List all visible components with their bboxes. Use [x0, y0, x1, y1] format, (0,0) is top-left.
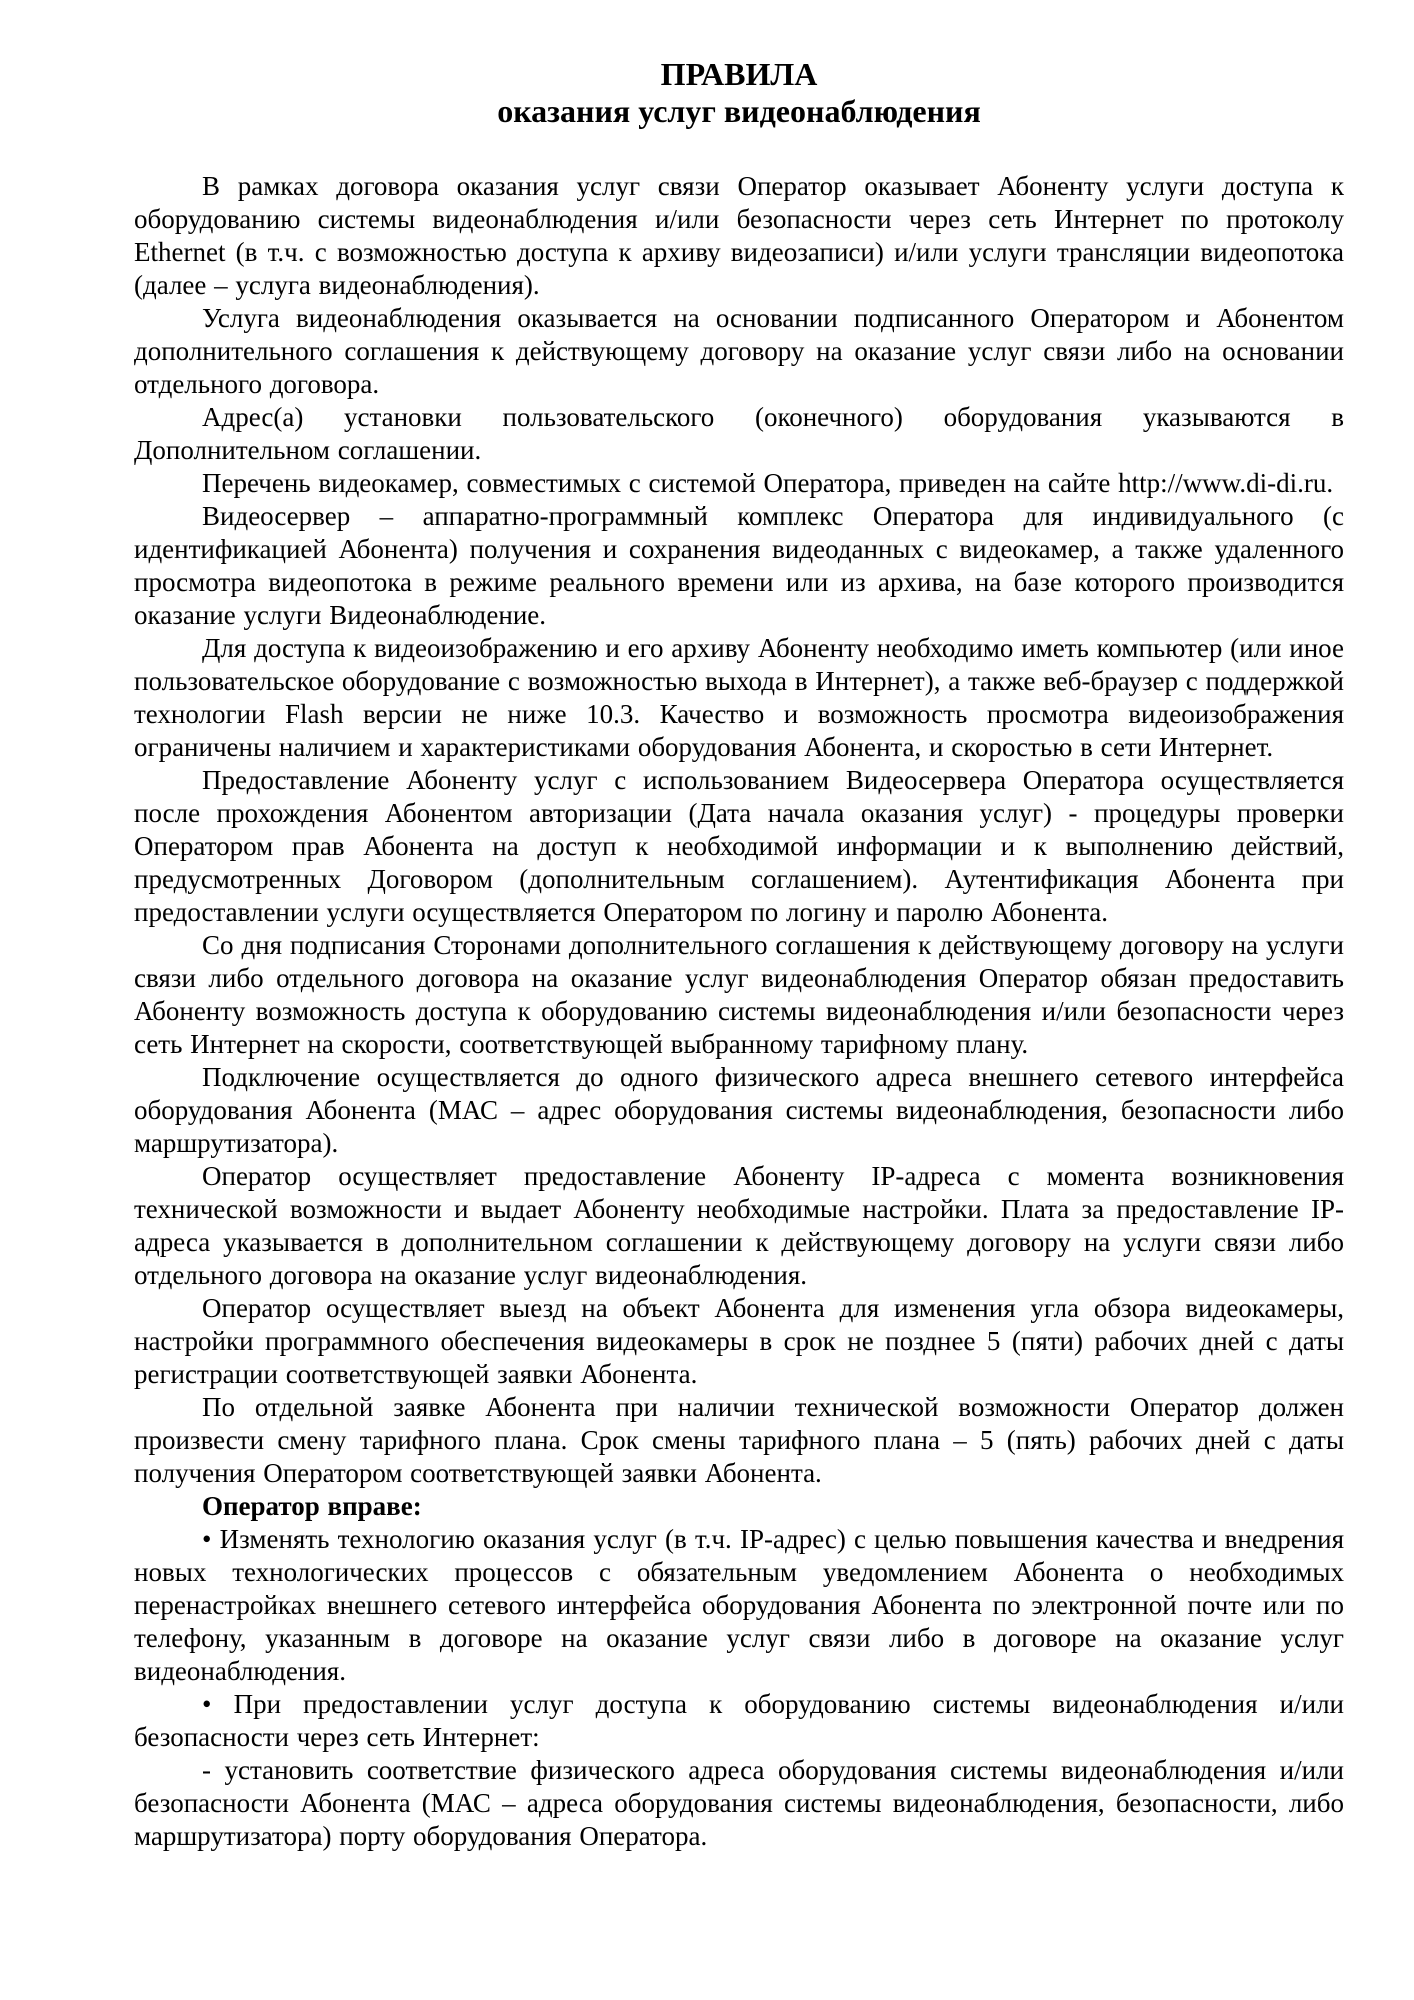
section-heading-operator-rights: Оператор вправе: — [202, 1491, 422, 1521]
dash-item-mac-binding: - установить соответствие физического адреса оборудования системы видеонаблюдения и/или безопасности Абонента (МАС – адреса оборудования системы видеонаблюдения, безопасности, либо маршрутизатора) порту оборудования Оператора. — [134, 1755, 1344, 1851]
paragraph-authorization: Предоставление Абоненту услуг с использованием Видеосервера Оператора осуществляется после прохождения Абонентом авторизации (Дата начала оказания услуг) - процедуры проверки Оператором прав Абонента на доступ к необходимой информации и к выполнению действий, предусмотренных Договором (дополнительным соглашением). Аутентификация Абонента при предоставлении услуги осуществляется Оператором по логину и паролю Абонента. — [134, 765, 1344, 927]
bullet-item-access-services: • При предоставлении услуг доступа к оборудованию системы видеонаблюдения и/или безопасности через сеть Интернет: — [134, 1689, 1344, 1752]
paragraph-ip-address: Оператор осуществляет предоставление Абоненту IP-адреса с момента возникновения технической возможности и выдает Абоненту необходимые настройки. Плата за предоставление IP-адреса указывается в дополнительном соглашении к действующему договору на услуги связи либо отдельного договора на оказание услуг видеонаблюдения. — [134, 1161, 1344, 1290]
paragraph-tariff-change: По отдельной заявке Абонента при наличии технической возможности Оператор должен произвести смену тарифного плана. Срок смены тарифного плана – 5 (пять) рабочих дней с даты получения Оператором соответствующей заявки Абонента. — [134, 1392, 1344, 1488]
paragraph-service-basis: Услуга видеонаблюдения оказывается на основании подписанного Оператором и Абонентом дополнительного соглашения к действующему договору на оказание услуг связи либо на основании отдельного договора. — [134, 303, 1344, 399]
document-header — [134, 56, 1344, 130]
document-title: ПРАВИЛА — [660, 56, 818, 92]
document-subtitle: оказания услуг видеонаблюдения — [497, 93, 981, 129]
paragraph-site-visit: Оператор осуществляет выезд на объект Абонента для изменения угла обзора видеокамеры, настройки программного обеспечения видеокамеры в срок не позднее 5 (пяти) рабочих дней с даты регистрации соответствующей заявки Абонента. — [134, 1293, 1344, 1389]
paragraph-install-address: Адрес(а) установки пользовательского (оконечного) оборудования указываются в Дополнительном соглашении. — [134, 402, 1344, 465]
paragraph-videoserver-definition: Видеосервер – аппаратно-программный комплекс Оператора для индивидуального (с идентификацией Абонента) получения и сохранения видеоданных с видеокамер, а также удаленного просмотра видеопотока в режиме реального времени или из архива, на базе которого производится оказание услуги Видеонаблюдение. — [134, 501, 1344, 630]
paragraph-operator-obligation: Со дня подписания Сторонами дополнительного соглашения к действующему договору на услуги связи либо отдельного договора на оказание услуг видеонаблюдения Оператор обязан предоставить Абоненту возможность доступа к оборудованию системы видеонаблюдения и/или безопасности через сеть Интернет на скорости, соответствующей выбранному тарифному плану. — [134, 930, 1344, 1059]
bullet-item-technology-change: • Изменять технологию оказания услуг (в т.ч. IP-адрес) с целью повышения качества и внедрения новых технологических процессов с обязательным уведомлением Абонента о необходимых перенастройках внешнего сетевого интерфейса оборудования Абонента по электронной почте или по телефону, указанным в договоре на оказание услуг связи либо в договоре на оказание услуг видеонаблюдения. — [134, 1524, 1344, 1686]
paragraph-camera-list: Перечень видеокамер, совместимых с системой Оператора, приведен на сайте http://www.di-di.ru. — [202, 468, 1334, 498]
paragraph-intro: В рамках договора оказания услуг связи Оператор оказывает Абоненту услуги доступа к оборудованию системы видеонаблюдения и/или безопасности через сеть Интернет по протоколу Ethernet (в т.ч. с возможностью доступа к архиву видеозаписи) и/или услуги трансляции видеопотока (далее – услуга видеонаблюдения). — [134, 171, 1344, 300]
paragraph-connection: Подключение осуществляется до одного физического адреса внешнего сетевого интерфейса оборудования Абонента (МАС – адрес оборудования системы видеонаблюдения, безопасности либо маршрутизатора). — [134, 1062, 1344, 1158]
paragraph-access-requirements: Для доступа к видеоизображению и его архиву Абоненту необходимо иметь компьютер (или иное пользовательское оборудование с возможностью выхода в Интернет), а также веб-браузер с поддержкой технологии Flash версии не ниже 10.3. Качество и возможность просмотра видеоизображения ограничены наличием и характеристиками оборудования Абонента, и скоростью в сети Интернет. — [134, 633, 1344, 762]
